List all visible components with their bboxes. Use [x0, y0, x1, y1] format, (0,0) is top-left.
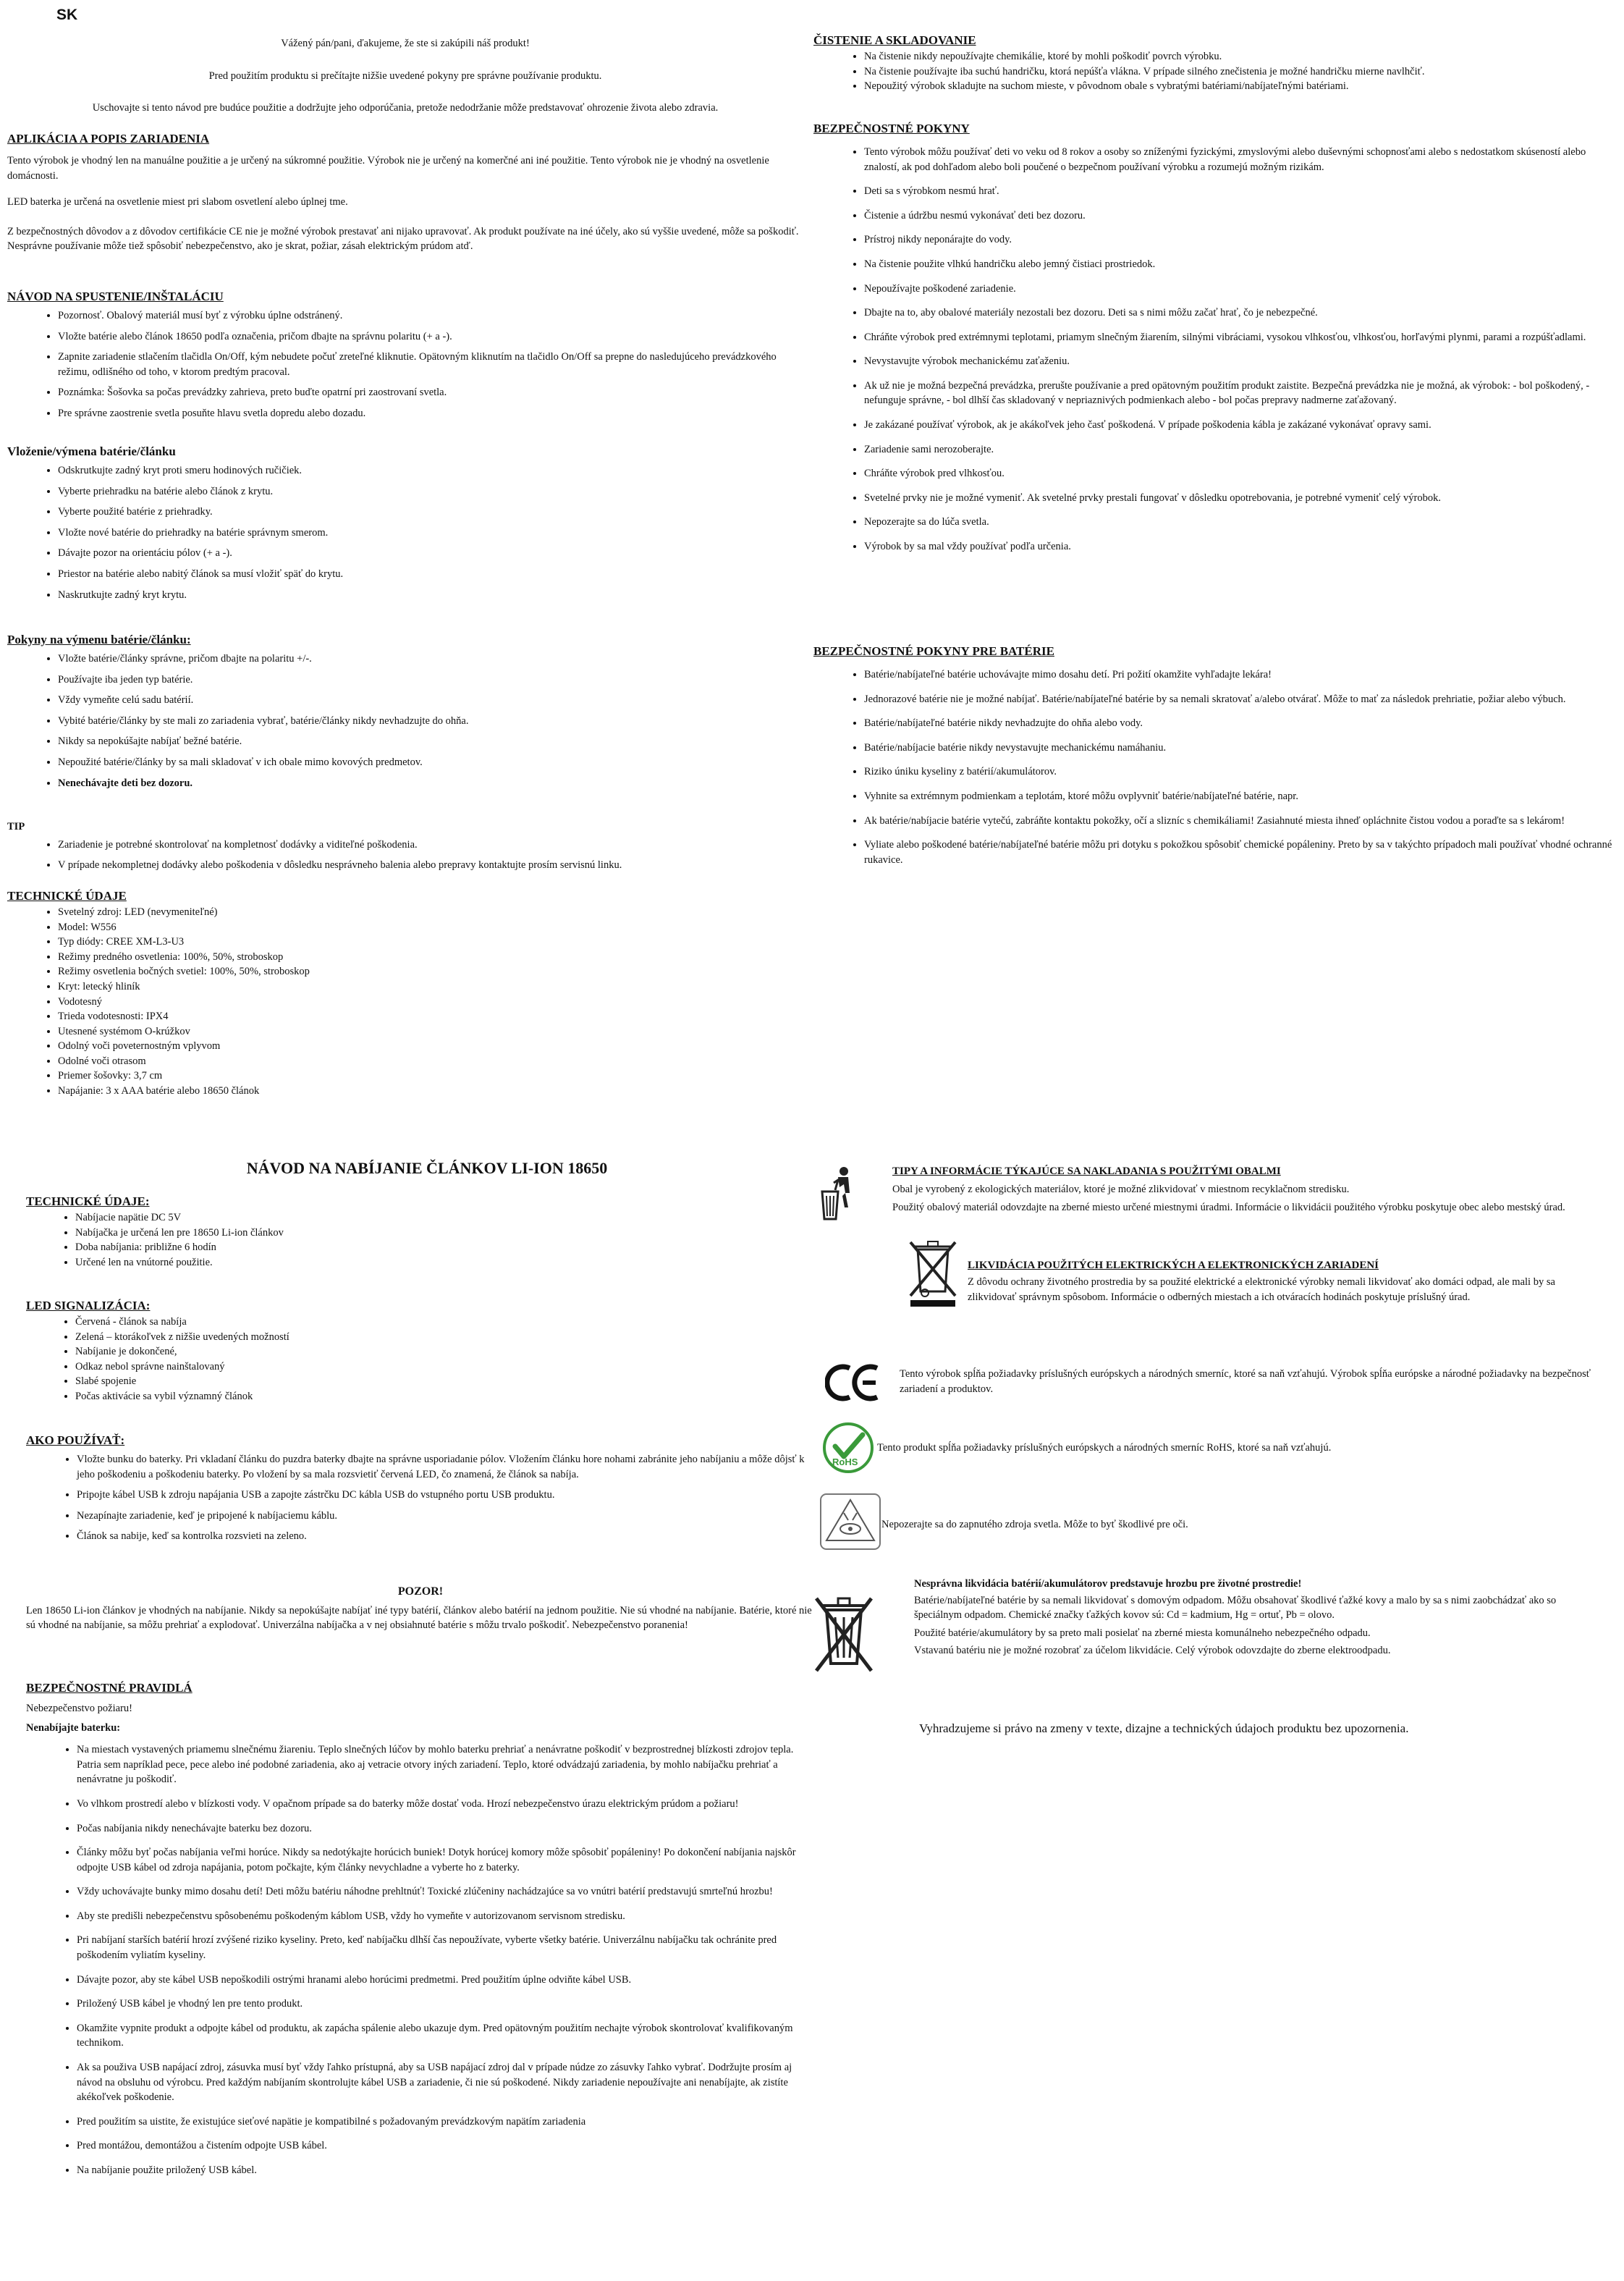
list-item: • Doba nabíjania: približne 6 hodín	[75, 1240, 822, 1255]
list-item: • Aby ste predišli nebezpečenstvu spôsobenému poškodeným káblom USB, vždy ho vymeňte v autorizovanom servisnom stredisku.	[77, 1909, 815, 1924]
ce-section	[900, 1367, 1609, 1396]
list-item: • Nepoužité batérie/články by sa mali skladovať v ich obale mimo kovových predmetov.	[58, 755, 803, 770]
list-item: • Režimy osvetlenia bočných svetiel: 100%, 50%, stroboskop	[58, 964, 803, 979]
list-item: • Na miestach vystavených priamemu slnečnému žiareniu. Teplo slnečných lúčov by mohlo baterku prehriať a nenávratne poškodiť v bezprostrednej blízkosti zdrojov tepla. Patria sem napríklad pece, pece alebo iné podobné zariadenia, ako aj vetracie otvory iných zariadení. Teplo, ktoré odvádzajú zariadenia, by mohlo nabíjačku prehriať a nenávratne ju poškodiť.	[77, 1742, 815, 1787]
list-item: • Tento výrobok môžu používať deti vo veku od 8 rokov a osoby so zníženými fyzickými, zmyslovými alebo duševnými schopnosťami alebo s nedostatkom skúseností alebo znalostí, ak pod dohľadom alebo boli poučené o bezpečnom používaní výrobku a rozumejú možným rizikám.	[864, 145, 1617, 174]
list-item: • Trieda vodotesnosti: IPX4	[58, 1009, 803, 1024]
list-item: • Nikdy sa nepokúšajte nabíjať bežné batérie.	[58, 734, 803, 749]
app-p1: Tento výrobok je vhodný len na manuálne použitie a je určený na súkromné použitie. Výrobok nie je určený na komerčné ani iné použitie. Tento výrobok nie je vhodný na osvetlenie domácnosti.	[7, 155, 769, 182]
list-item: • Články môžu byť počas nabíjania veľmi horúce. Nikdy sa nedotýkajte horúcich buniek! Dotyk horúcej komory môže spôsobiť popáleniny! Po dokončení nabíjania najskôr odpojte USB kábel od zdroja napájania, potom počkajte, kým články nevychladne a vyberte ho z baterky.	[77, 1845, 815, 1875]
weee-section	[968, 1258, 1604, 1304]
list-item: • Dbajte na to, aby obalové materiály nezostali bez dozoru. Deti sa s nimi môžu začať hrať, čo je nebezpečné.	[864, 305, 1617, 321]
list-item: • Deti sa s výrobkom nesmú hrať.	[864, 184, 1617, 199]
list-item: • Slabé spojenie	[75, 1374, 822, 1389]
rohs-badge-icon	[822, 1422, 874, 1474]
list-item: • Odolné voči otrasom	[58, 1054, 803, 1069]
list-item: • Vybité batérie/články by ste mali zo zariadenia vybrať, batérie/články nikdy nevhadzujte do ohňa.	[58, 714, 803, 729]
list-item: • Zelená – ktorákoľvek z nižšie uvedených možností	[75, 1330, 822, 1345]
list-item: • Pozornosť. Obalový materiál musí byť z výrobku úplne odstránený.	[58, 308, 803, 324]
ce-text: Tento výrobok spĺňa požiadavky príslušných európskych a národných smerníc, ktoré sa naň vzťahujú. Výrobok spĺňa európske a národné požiadavky na bezpečnosť zariadení a produktov.	[900, 1368, 1591, 1395]
charge-tech-section	[26, 1193, 822, 1270]
list-item: • Dávajte pozor, aby ste kábel USB nepoškodili ostrými hranami alebo horúcimi predmetmi. Pred použitím úplne odviňte kábel USB.	[77, 1973, 815, 1988]
replace-instr-list	[7, 652, 803, 790]
list-item: • Vyberte použité batérie z priehradky.	[58, 505, 803, 520]
charge-title: NÁVOD NA NABÍJANIE ČLÁNKOV LI-ION 18650	[246, 1159, 608, 1177]
battery-disposal-section	[914, 1577, 1594, 1658]
tip-section	[7, 819, 803, 879]
list-item: • Kryt: letecký hliník	[58, 979, 803, 995]
list-item: • Pri nabíjaní starších batérií hrozí zvýšené riziko kyseliny. Preto, keď nabíjačku dlhší čas nepoužívate, vyberte všetky batérie. Univerzálnu nabíjačku tak ochránite pred poškodením vyliatím kyseliny.	[77, 1933, 815, 1962]
battery-disposal-p3: Vstavanú batériu nie je možné rozobrať za účelom likvidácie. Celý výrobok odovzdajte do zberne elektroodpadu.	[914, 1645, 1391, 1657]
rules-section	[26, 1679, 815, 2187]
battery-crossed-bin-icon	[809, 1591, 879, 1678]
list-item: • Nepozerajte sa do lúča svetla.	[864, 515, 1617, 530]
replace-section	[7, 443, 803, 608]
list-item: • Priložený USB kábel je vhodný len pre tento produkt.	[77, 1997, 815, 2012]
intro-greeting: Vážený pán/pani, ďakujeme, že ste si zakúpili náš produkt!	[281, 38, 530, 49]
tip-label: TIP	[7, 821, 25, 832]
app-p2: LED baterka je určená na osvetlenie miest pri slabom osvetlení alebo úplnej tme.	[7, 196, 348, 208]
list-item: • Na čistenie použite vlhkú handričku alebo jemný čistiaci prostriedok.	[864, 257, 1617, 272]
safety-section	[813, 120, 1617, 564]
list-item: • Nezapínajte zariadenie, keď je pripojené k nabíjaciemu káblu.	[77, 1509, 815, 1524]
list-item: • Vyberte priehradku na batérie alebo článok z krytu.	[58, 484, 803, 499]
list-item: • Dávajte pozor na orientáciu pólov (+ a -).	[58, 546, 803, 561]
battery-safety-title: BEZPEČNOSTNÉ POKYNY PRE BATÉRIE	[813, 644, 1054, 658]
list-item: • Vložte bunku do baterky. Pri vkladaní článku do puzdra baterky dbajte na správne usporiadanie pólov. Vložením článku hore nohami zabránite jeho nabíjaniu a môže dôjsť k jeho poškodeniu a poškodeniu baterky. Po vložení by sa mala rozsvietiť červená LED, čo znamená, že článok sa nabíja.	[77, 1452, 815, 1482]
list-item: • Chráňte výrobok pred extrémnymi teplotami, priamym slnečným žiarením, silnými vibráciami, vysokou vlhkosťou, vlhkosťou, horľavými plynmi, parami a rozpúšťadlami.	[864, 330, 1617, 345]
list-item: • Utesnené systémom O-krúžkov	[58, 1024, 803, 1040]
list-item: • Zapnite zariadenie stlačením tlačidla On/Off, kým nebudete počuť zreteľné kliknutie. Opätovným kliknutím na tlačidlo On/Off sa prepne do nasledujúceho prevádzkového režimu, odlišného od toho, v ktorom predtým pracoval.	[58, 350, 803, 379]
weee-title: LIKVIDÁCIA POUŽITÝCH ELEKTRICKÝCH A ELEKTRONICKÝCH ZARIADENÍ	[968, 1260, 1379, 1271]
list-item: • Používajte iba jeden typ batérie.	[58, 673, 803, 688]
intro	[7, 36, 803, 116]
dont-charge-label: Nenabíjajte baterku:	[26, 1721, 121, 1734]
list-item: • Ak už nie je možná bezpečná prevádzka, prerušte používanie a pred opätovným použitím produkt zaistite. Bezpečná prevádzka nie je možná, ak výrobok: - bol poškodený, - nefunguje správne, - bol dlhší čas skladovaný v nepriaznivých podmienkach alebo - bol počas prepravy nadmerne zaťažovaný.	[864, 379, 1617, 408]
list-item: • Pre správne zaostrenie svetla posuňte hlavu svetla dopredu alebo dozadu.	[58, 406, 803, 421]
list-item: • Odolný voči poveternostným vplyvom	[58, 1039, 803, 1054]
replace-list	[7, 463, 803, 602]
list-item: • Nabíjacie napätie DC 5V	[75, 1210, 822, 1226]
list-item: • Pred montážou, demontážou a čistením odpojte USB kábel.	[77, 2138, 815, 2154]
list-item: • Čistenie a údržbu nesmú vykonávať deti bez dozoru.	[864, 208, 1617, 224]
list-item: • Počas nabíjania nikdy nenechávajte baterku bez dozoru.	[77, 1821, 815, 1837]
intro-read: Pred použitím produktu si prečítajte nižšie uvedené pokyny pre správne používanie produktu.	[208, 69, 602, 82]
list-item: • Nabíjanie je dokončené,	[75, 1344, 822, 1359]
led-section	[26, 1297, 822, 1404]
list-item: • Červená - článok sa nabíja	[75, 1315, 822, 1330]
warning-title: POZOR!	[397, 1585, 444, 1598]
packaging-p1: Obal je vyrobený z ekologických materiálov, ktoré je možné zlikvidovať v miestnom recyklačnom stredisku.	[892, 1184, 1350, 1196]
list-item: • Ak batérie/nabíjacie batérie vytečú, zabráňte kontaktu pokožky, očí a slizníc s chemikáliami! Zasiahnuté miesta ihneď opláchnite čistou vodou a poraďte sa s lekárom!	[864, 814, 1617, 829]
app-p3: Z bezpečnostných dôvodov a z dôvodov certifikácie CE nie je možné výrobok prestavať ani nijako upravovať. Ak produkt používate na iné účely, ako sú vyššie uvedené, môže sa poškodiť. Nesprávne používanie môže tiež spôsobiť nebezpečenstvo, ako je skrat, požiar, zásah elektrickým prúdom atď.	[7, 225, 799, 253]
replace-title: Vloženie/výmena batérie/článku	[7, 444, 176, 458]
list-item: • Vždy vymeňte celú sadu batérií.	[58, 693, 803, 708]
list-item: • Okamžite vypnite produkt a odpojte kábel od produktu, ak zapácha spálenie alebo ukazuje dym. Pred opätovným použitím nechajte výrobok skontrolovať kvalifikovaným technikom.	[77, 2021, 815, 2051]
list-item: • Jednorazové batérie nie je možné nabíjať. Batérie/nabíjateľné batérie by sa nemali skratovať a/alebo otvárať. Môže to mať za následok prehriatie, požiar alebo výbuch.	[864, 692, 1617, 707]
list-item: • Je zakázané používať výrobok, ak je akákoľvek jeho časť poškodená. V prípade poškodenia kábla je zakázané vykonávať opravy sami.	[864, 418, 1617, 433]
list-item: • Pripojte kábel USB k zdroju napájania USB a zapojte zástrčku DC kábla USB do vstupného portu USB produktu.	[77, 1488, 815, 1503]
start-section	[7, 288, 803, 427]
list-item: • Vo vlhkom prostredí alebo v blízkosti vody. V opačnom prípade sa do baterky môže dostať voda. Hrozí nebezpečenstvo úrazu elektrickým prúdom a požiaru!	[77, 1797, 815, 1812]
list-item: • Určené len na vnútorné použitie.	[75, 1255, 822, 1270]
list-item: • Batérie/nabíjateľné batérie nikdy nevhadzujte do ohňa alebo vody.	[864, 716, 1617, 731]
app-section	[7, 130, 803, 254]
packaging-p2: Použitý obalový materiál odovzdajte na zberné miesto určené miestnymi úradmi. Informácie o likvidácii použitého výrobku poskytuje obec alebo mestský úrad.	[892, 1201, 1565, 1213]
list-item: • Nepoužívajte poškodené zariadenie.	[864, 282, 1617, 297]
ce-mark-icon	[825, 1361, 883, 1404]
list-item: • Vložte nové batérie do priehradky na batérie správnym smerom.	[58, 526, 803, 541]
list-item: • Režimy predného osvetlenia: 100%, 50%, stroboskop	[58, 950, 803, 965]
list-item: • Nenechávajte deti bez dozoru.	[58, 776, 803, 791]
clean-list	[813, 49, 1617, 94]
list-item: • Typ diódy: CREE XM-L3-U3	[58, 935, 803, 950]
list-item: • Naskrutkujte zadný kryt krytu.	[58, 588, 803, 603]
rohs-text: Tento produkt spĺňa požiadavky príslušných európskych a národných smerníc RoHS, ktoré sa naň vzťahujú.	[877, 1442, 1332, 1454]
charge-heading	[116, 1157, 738, 1179]
list-item: • Vždy uchovávajte bunky mimo dosahu detí! Deti môžu batériu náhodne prehltnúť! Toxické zlúčeniny nachádzajúce sa vo vnútri batérií predstavujú smrteľnú hrozbu!	[77, 1884, 815, 1900]
rohs-badge-label: RoHS	[832, 1456, 858, 1467]
light-warning-text: Nepozerajte sa do zapnutého zdroja svetla. Môže to byť škodlivé pre oči.	[881, 1519, 1188, 1530]
battery-disposal-title: Nesprávna likvidácia batérií/akumulátorov predstavuje hrozbu pre životné prostredie!	[914, 1578, 1302, 1590]
list-item: • Vyliate alebo poškodené batérie/nabíjateľné batérie môžu pri dotyku s pokožkou spôsobiť chemické popáleniny. Preto by sa v takýchto prípadoch mali používať vhodné ochranné rukavice.	[864, 838, 1617, 867]
led-title: LED SIGNALIZÁCIA:	[26, 1299, 151, 1312]
list-item: • Nevystavujte výrobok mechanickému zaťaženiu.	[864, 354, 1617, 369]
list-item: • Nabíjačka je určená len pre 18650 Li-ion článkov	[75, 1226, 822, 1241]
tech-section	[7, 887, 803, 1099]
list-item: • Batérie/nabíjateľné batérie uchovávajte mimo dosahu detí. Pri požití okamžite vyhľadajte lekára!	[864, 667, 1617, 683]
language-label: SK	[56, 7, 78, 23]
replace-instructions	[7, 631, 803, 796]
list-item: • Ak sa použiva USB napájací zdroj, zásuvka musí byť vždy ľahko prístupná, aby sa USB napájací zdroj dal v prípade núdze zo zásuvky ľahko vybrať. Dodržujte prosím aj návod na obsluhu od výrobcu. Pred každým nabíjaním skontrolujte kábel USB a zariadenie, či nie sú poškodené. Nikdy zariadenie nepoužívajte ani nenabíjajte, ak zistíte akékoľvek poškodenie.	[77, 2060, 815, 2105]
list-item: • Model: W556	[58, 920, 803, 935]
use-section	[26, 1432, 815, 1550]
reserve-section	[919, 1720, 1599, 1737]
list-item: • Priestor na batérie alebo nabitý článok sa musí vložiť späť do krytu.	[58, 567, 803, 582]
weee-text: Z dôvodu ochrany životného prostredia by sa použité elektrické a elektronické výrobky nemali likvidovať ako domáci odpad, ale mali by sa zlikvidovať správnym spôsobom. Informácie o odberných miestach a ich otváracích hodinách poskytuje príslušný úrad.	[968, 1276, 1555, 1303]
weee-crossed-bin-icon	[906, 1239, 960, 1307]
use-list	[26, 1452, 815, 1544]
list-item: • Riziko úniku kyseliny z batérií/akumulátorov.	[864, 764, 1617, 780]
battery-disposal-p2: Použité batérie/akumulátory by sa preto mali posielať na zberné miesta komunálneho nebezpečného odpadu.	[914, 1627, 1371, 1639]
fire-warning: Nebezpečenstvo požiaru!	[26, 1703, 132, 1715]
list-item: • Napájanie: 3 x AAA batérie alebo 18650 článok	[58, 1084, 803, 1099]
list-item: • Odkaz nebol správne nainštalovaný	[75, 1359, 822, 1375]
tech-list	[7, 905, 803, 1099]
recycle-bin-icon	[816, 1165, 860, 1220]
list-item: • Zariadenie je potrebné skontrolovať na kompletnosť dodávky a viditeľné poškodenia.	[58, 838, 803, 853]
charge-tech-list	[26, 1210, 822, 1270]
battery-safety-section	[813, 643, 1617, 877]
list-item: • Vložte batérie/články správne, pričom dbajte na polaritu +/-.	[58, 652, 803, 667]
led-list	[26, 1315, 822, 1404]
list-item: • Prístroj nikdy neponárajte do vody.	[864, 232, 1617, 248]
list-item: • Chráňte výrobok pred vlhkosťou.	[864, 466, 1617, 481]
list-item: • V prípade nekompletnej dodávky alebo poškodenia v dôsledku nesprávneho balenia alebo prepravy kontaktujte prosím servisnú linku.	[58, 858, 803, 873]
safety-title: BEZPEČNOSTNÉ POKYNY	[813, 122, 970, 135]
list-item: • Výrobok by sa mal vždy používať podľa určenia.	[864, 539, 1617, 555]
rules-list	[26, 1742, 815, 2177]
list-item: • Nepoužitý výrobok skladujte na suchom mieste, v pôvodnom obale s vybratými batériami/nabíjateľnými batériami.	[864, 79, 1617, 94]
list-item: • Zariadenie sami nerozoberajte.	[864, 442, 1617, 458]
list-item: • Na čistenie nikdy nepoužívajte chemikálie, ktoré by mohli poškodiť povrch výrobku.	[864, 49, 1617, 64]
start-title: NÁVOD NA SPUSTENIE/INŠTALÁCIU	[7, 290, 224, 303]
light-warning-section	[881, 1517, 1605, 1532]
tech-title: TECHNICKÉ ÚDAJE	[7, 889, 127, 903]
tip-list	[7, 838, 803, 873]
app-title: APLIKÁCIA A POPIS ZARIADENIA	[7, 132, 210, 146]
list-item: • Vložte batérie alebo článok 18650 podľa označenia, pričom dbajte na správnu polaritu (+ a -).	[58, 329, 803, 345]
battery-disposal-p1: Batérie/nabíjateľné batérie by sa nemali likvidovať s domovým odpadom. Môžu obsahovať škodlivé ťažké kovy a malo by sa s nimi zaobchádzať ako so špeciálnym odpadom. Chemické značky ťažkých kovov sú: Cd = kadmium, Hg = ortuť, Pb = olovo.	[914, 1594, 1557, 1622]
safety-list	[813, 145, 1617, 554]
battery-safety-list	[813, 667, 1617, 867]
list-item: • Pred použitím sa uistite, že existujúce sieťové napätie je kompatibilné s požadovaným prevádzkovým napätím zariadenia	[77, 2115, 815, 2130]
list-item: • Vodotesný	[58, 995, 803, 1010]
packaging-section	[892, 1164, 1609, 1215]
rules-title: BEZPEČNOSTNÉ PRAVIDLÁ	[26, 1681, 193, 1695]
list-item: • Svetelné prvky nie je možné vymeniť. Ak svetelné prvky prestali fungovať v dôsledku opotrebovania, je potrebné vymeniť celý výrobok.	[864, 491, 1617, 506]
warning-section	[26, 1584, 815, 1633]
packaging-title: TIPY A INFORMÁCIE TÝKAJÚCE SA NAKLADANIA S POUŽITÝMI OBALMI	[892, 1165, 1281, 1177]
rohs-section	[877, 1441, 1601, 1456]
list-item: • Počas aktivácie sa vybil významný článok	[75, 1389, 822, 1404]
use-title: AKO POUŽÍVAŤ:	[26, 1433, 125, 1447]
start-list	[7, 308, 803, 421]
charge-tech-title: TECHNICKÉ ÚDAJE:	[26, 1194, 150, 1208]
list-item: • Na čistenie používajte iba suchú handričku, ktorá nepúšťa vlákna. V prípade silného znečistenia je možné handričku mierne navlhčiť.	[864, 64, 1617, 80]
clean-title: ČISTENIE A SKLADOVANIE	[813, 33, 976, 47]
warning-text: Len 18650 Li-ion článkov je vhodných na nabíjanie. Nikdy sa nepokúšajte nabíjať iné typy batérií, článkov alebo batérií na jednom použitie. Nie sú vhodné na nabíjanie. Batérie, ktoré nie sú vhodné na nabíjanie, sa môžu prehriať a explodovať. Univerzálna nabíjačka a v nej obsiahnuté batérie s môžu trvalo poškodiť. Nebezpečenstvo poranenia!	[26, 1604, 812, 1632]
intro-keep: Uschovajte si tento návod pre budúce použitie a dodržujte jeho odporúčania, pretože nedodržanie môže predstavovať ohrozenie života alebo zdravia.	[92, 102, 719, 114]
replace-instr-title: Pokyny na výmenu batérie/článku:	[7, 633, 191, 646]
list-item: • Priemer šošovky: 3,7 cm	[58, 1068, 803, 1084]
eye-warning-icon	[819, 1493, 881, 1551]
list-item: • Článok sa nabije, keď sa kontrolka rozsvieti na zeleno.	[77, 1529, 815, 1544]
clean-section	[813, 32, 1617, 94]
reserve-text: Vyhradzujeme si právo na zmeny v texte, dizajne a technických údajoch produktu bez upozornenia.	[919, 1721, 1409, 1735]
language-code	[56, 4, 77, 26]
list-item: • Odskrutkujte zadný kryt proti smeru hodinových ručičiek.	[58, 463, 803, 478]
list-item: • Na nabíjanie použite priložený USB kábel.	[77, 2163, 815, 2178]
list-item: • Poznámka: Šošovka sa počas prevádzky zahrieva, preto buďte opatrní pri zaostrovaní svetla.	[58, 385, 803, 400]
list-item: • Vyhnite sa extrémnym podmienkam a teplotám, ktoré môžu ovplyvniť batérie/nabíjateľné batérie, napr.	[864, 789, 1617, 804]
list-item: • Svetelný zdroj: LED (nevymeniteľné)	[58, 905, 803, 920]
list-item: • Batérie/nabíjacie batérie nikdy nevystavujte mechanickému namáhaniu.	[864, 741, 1617, 756]
